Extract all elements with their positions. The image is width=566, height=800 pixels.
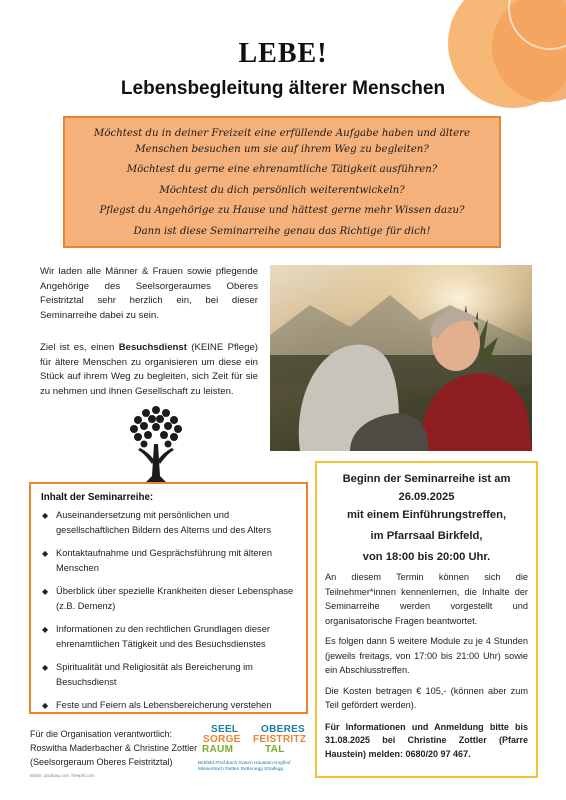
list-item bbox=[41, 698, 296, 713]
event-time: von 18:00 bis 20:00 Uhr. bbox=[362, 551, 491, 563]
list-item bbox=[41, 546, 296, 576]
event-heading-line: mit einem Einführungstreffen, bbox=[346, 509, 507, 521]
event-description: An diesem Termin können sich die Teilnehmer*innen kennenlernen, die Inhalte der Seminarreihe werden vorgestellt und organisatorische Fragen beantwortet. bbox=[325, 572, 528, 626]
logo-word: RAUM bbox=[202, 744, 234, 755]
intro-question: Möchtest du gerne eine ehrenamtliche Tätigkeit ausführen? bbox=[126, 164, 438, 175]
diamond-bullet-icon: ◆ bbox=[42, 663, 49, 672]
list-item-text: Informationen zu den rechtlichen Grundlagen dieser ehrenamtlichen Tätigkeit und des Besuchsdienstes bbox=[56, 624, 270, 649]
logo-word: SORGE bbox=[203, 734, 241, 745]
image-credit: Bilder: pixabay.com, freepik.com bbox=[30, 773, 95, 778]
organization-names: Roswitha Maderbacher & Christine Zottler bbox=[30, 743, 198, 753]
diamond-bullet-icon: ◆ bbox=[42, 587, 49, 596]
organization-line: Für die Organisation verantwortlich: bbox=[30, 729, 173, 739]
organization-credit bbox=[30, 727, 210, 769]
seelsorgeraum-logo bbox=[197, 725, 309, 775]
list-item bbox=[41, 508, 296, 538]
list-item-text: Auseinandersetzung mit persönlichen und gesellschaftlichen Bildern des Alterns und des Alters bbox=[56, 510, 271, 535]
list-item bbox=[41, 622, 296, 652]
invitation-paragraph: Wir laden alle Männer & Frauen sowie pflegende Angehörige des Seelsorgeraumes Oberes Feistritztal sehr herzlich ein, bei dieser Seminarreihe dabei zu sein. bbox=[40, 266, 258, 321]
intro-question-box bbox=[63, 116, 501, 248]
list-item bbox=[41, 660, 296, 690]
logo-word: OBERES bbox=[261, 724, 306, 735]
event-contact: Für Informationen und Anmeldung bitte bis 31.08.2025 bei Christine Zottler (Pfarre Haustein) melden: 0680/20 97 467. bbox=[325, 721, 528, 759]
diamond-bullet-icon: ◆ bbox=[42, 549, 49, 558]
page-subtitle: Lebensbegleitung älterer Menschen bbox=[120, 78, 446, 99]
page-title: LEBE! bbox=[238, 38, 328, 69]
list-item-text: Feste und Feiern als Lebensbereicherung verstehen bbox=[56, 700, 272, 710]
logo-word: FEISTRITZ bbox=[253, 734, 307, 745]
intro-question: Pflegst du Angehörige zu Hause und hättest gerne mehr Wissen dazu? bbox=[99, 205, 465, 216]
event-cost: Die Kosten betragen € 105,- (können aber zum Teil gefördert werden). bbox=[325, 685, 528, 710]
list-item-text: Spiritualität und Religiosität als Bereicherung im Besuchsdienst bbox=[56, 662, 253, 687]
contents-list bbox=[41, 508, 296, 713]
logo-parishes: Birkfeld Fischbach Gasen Haustein Koglhof Miesenbach Ratten Rettenegg Strallegg bbox=[198, 761, 291, 772]
goal-text-end: (KEINE Pflege) für ältere Menschen zu organisieren um diese ein Stück auf ihrem Weg zu begleiten, sich Zeit für sie zu nehmen und ihnen Gesellschaft zu leisten. bbox=[40, 342, 258, 397]
diamond-bullet-icon: ◆ bbox=[42, 701, 49, 710]
intro-conclusion: Dann ist diese Seminarreihe genau das Richtige für dich! bbox=[133, 225, 431, 237]
tree-of-life-icon bbox=[128, 404, 184, 482]
organization-line: (Seelsorgeraum Oberes Feistritztal) bbox=[30, 757, 173, 767]
event-heading-line: Beginn der Seminarreihe ist am bbox=[342, 473, 511, 485]
list-item bbox=[41, 584, 296, 614]
event-date: 26.09.2025 bbox=[398, 491, 455, 503]
logo-word: SEEL bbox=[211, 724, 239, 735]
diamond-bullet-icon: ◆ bbox=[42, 625, 49, 634]
intro-question: Möchtest du dich persönlich weiterentwickeln? bbox=[159, 184, 405, 196]
list-item-text: Überblick über spezielle Krankheiten dieser Lebensphase (z.B. Demenz) bbox=[56, 586, 294, 611]
seminar-contents-box bbox=[29, 482, 308, 714]
list-item-text: Kontaktaufnahme und Gesprächsführung mit älteren Menschen bbox=[56, 548, 273, 573]
goal-paragraph bbox=[40, 341, 258, 399]
event-modules: Es folgen dann 5 weitere Module zu je 4 Stunden (jeweils freitags, von 17:00 bis 21:00 Uhr) sowie ein Abschlusstreffen. bbox=[325, 636, 528, 675]
contents-heading: Inhalt der Seminarreihe: bbox=[41, 492, 154, 503]
goal-text-start: Ziel ist es, einen bbox=[40, 342, 119, 353]
event-location: im Pfarrsaal Birkfeld, bbox=[370, 530, 483, 542]
photo-two-women bbox=[270, 265, 532, 451]
goal-keyword: Besuchsdienst bbox=[118, 342, 187, 353]
intro-question: Möchtest du in deiner Freizeit eine erfüllende Aufgabe haben und ältere Menschen besuchen um sie auf ihrem Weg zu begleiten? bbox=[93, 128, 471, 155]
diamond-bullet-icon: ◆ bbox=[42, 511, 49, 520]
event-info-box bbox=[315, 461, 538, 778]
logo-word: TAL bbox=[265, 744, 285, 755]
